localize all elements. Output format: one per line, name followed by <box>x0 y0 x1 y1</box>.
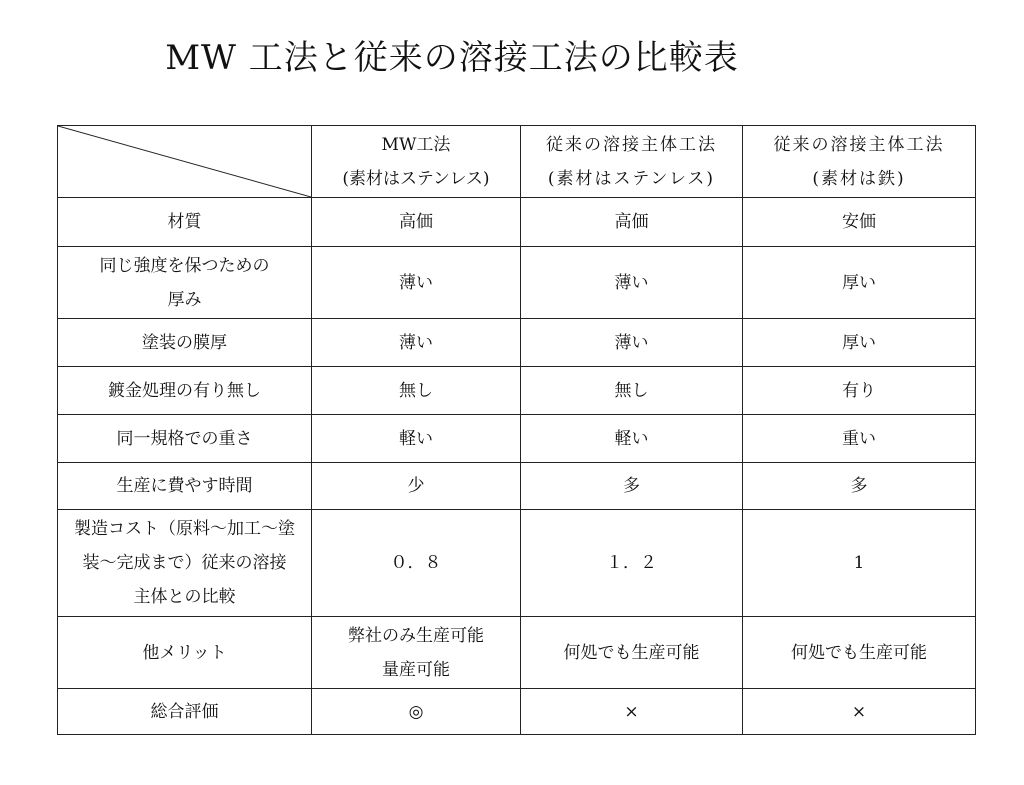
value-text: 多 <box>623 476 640 496</box>
value-text: ０．８ <box>390 553 442 573</box>
row-label <box>58 415 312 463</box>
row-label-text: 鍍金処理の有り無し <box>108 380 261 401</box>
row-label <box>58 689 312 735</box>
diagonal-line <box>58 126 311 197</box>
header-conventional-steel <box>743 126 976 198</box>
header-row <box>58 126 976 198</box>
corner-cell <box>58 126 312 198</box>
table-row <box>58 367 976 415</box>
value-cell <box>521 617 743 689</box>
row-label-text: 厚み <box>167 289 202 310</box>
value-text: 高価 <box>399 212 433 232</box>
value-cell <box>312 415 521 463</box>
value-cell <box>743 510 976 617</box>
table-row <box>58 510 976 617</box>
row-label-text: 他メリット <box>142 642 227 663</box>
value-cell <box>521 689 743 735</box>
value-text: 薄い <box>399 332 433 353</box>
table-row <box>58 689 976 735</box>
value-cell <box>521 415 743 463</box>
value-cell <box>743 617 976 689</box>
value-text: × <box>851 701 867 722</box>
page-title: MW 工法と従来の溶接工法の比較表 <box>165 38 739 78</box>
row-label-text: 材質 <box>167 212 202 232</box>
row-label-text: 総合評価 <box>150 701 219 722</box>
value-cell <box>312 617 521 689</box>
value-text: 弊社のみ生産可能 <box>348 625 484 646</box>
value-cell <box>743 463 976 510</box>
value-text: 薄い <box>614 272 649 293</box>
value-text: 安価 <box>842 212 876 232</box>
value-text: 量産可能 <box>382 659 450 680</box>
row-label-text: 同一規格での重さ <box>116 428 253 449</box>
table-row <box>58 247 976 319</box>
value-cell <box>521 367 743 415</box>
value-cell <box>312 463 521 510</box>
value-text: 無し <box>399 380 433 401</box>
table-row <box>58 198 976 247</box>
value-text: 高価 <box>614 212 649 232</box>
table-row <box>58 319 976 367</box>
value-cell <box>521 247 743 319</box>
value-text: 厚い <box>842 272 876 293</box>
value-cell <box>743 367 976 415</box>
row-label <box>58 247 312 319</box>
value-text: 何処でも生産可能 <box>791 642 927 663</box>
value-text: 軽い <box>614 428 649 449</box>
table-body <box>58 198 976 735</box>
header-text: 従来の溶接主体工法 <box>773 134 945 155</box>
value-text: 何処でも生産可能 <box>563 642 700 663</box>
row-label-text: 製造コスト（原料～加工～塗 <box>74 519 295 539</box>
value-text: ◎ <box>408 701 424 722</box>
table-row <box>58 415 976 463</box>
value-text: 重い <box>842 428 876 449</box>
value-cell <box>312 510 521 617</box>
value-text: 薄い <box>614 332 649 353</box>
row-label-text: 装～完成まで）従来の溶接 <box>82 553 287 573</box>
value-cell <box>312 689 521 735</box>
value-cell <box>521 319 743 367</box>
value-text: 少 <box>407 476 425 496</box>
comparison-table <box>57 125 976 735</box>
value-cell <box>743 415 976 463</box>
value-text: 有り <box>842 380 876 401</box>
row-label <box>58 319 312 367</box>
header-text: MW工法 <box>381 134 451 155</box>
header-text: (素材はステンレス) <box>547 168 716 189</box>
value-cell <box>743 198 976 247</box>
value-cell <box>312 198 521 247</box>
value-text: 多 <box>850 476 868 496</box>
row-label <box>58 617 312 689</box>
row-label <box>58 367 312 415</box>
value-cell <box>312 367 521 415</box>
header-mw-method <box>312 126 521 198</box>
value-cell <box>521 510 743 617</box>
table-row <box>58 463 976 510</box>
value-text: １．２ <box>606 553 657 573</box>
value-cell <box>312 319 521 367</box>
value-cell <box>743 247 976 319</box>
header-text: (素材は鉄) <box>812 168 906 189</box>
value-text: 厚い <box>842 332 876 353</box>
row-label-text: 主体との比較 <box>133 587 236 607</box>
value-cell <box>521 463 743 510</box>
value-text: × <box>624 701 639 722</box>
value-text: 軽い <box>399 428 433 449</box>
value-text: 1 <box>853 553 865 573</box>
value-text: 薄い <box>399 272 433 293</box>
header-text: 従来の溶接主体工法 <box>546 134 717 155</box>
table-row <box>58 617 976 689</box>
value-cell <box>521 198 743 247</box>
row-label <box>58 198 312 247</box>
row-label-text: 生産に費やす時間 <box>116 476 253 496</box>
header-text: (素材はステンレス) <box>342 168 490 189</box>
value-text: 無し <box>614 380 649 401</box>
row-label-text: 同じ強度を保つための <box>99 255 270 276</box>
row-label <box>58 463 312 510</box>
row-label <box>58 510 312 617</box>
value-cell <box>743 319 976 367</box>
value-cell <box>743 689 976 735</box>
header-conventional-stainless <box>521 126 743 198</box>
value-cell <box>312 247 521 319</box>
row-label-text: 塗装の膜厚 <box>142 332 227 353</box>
